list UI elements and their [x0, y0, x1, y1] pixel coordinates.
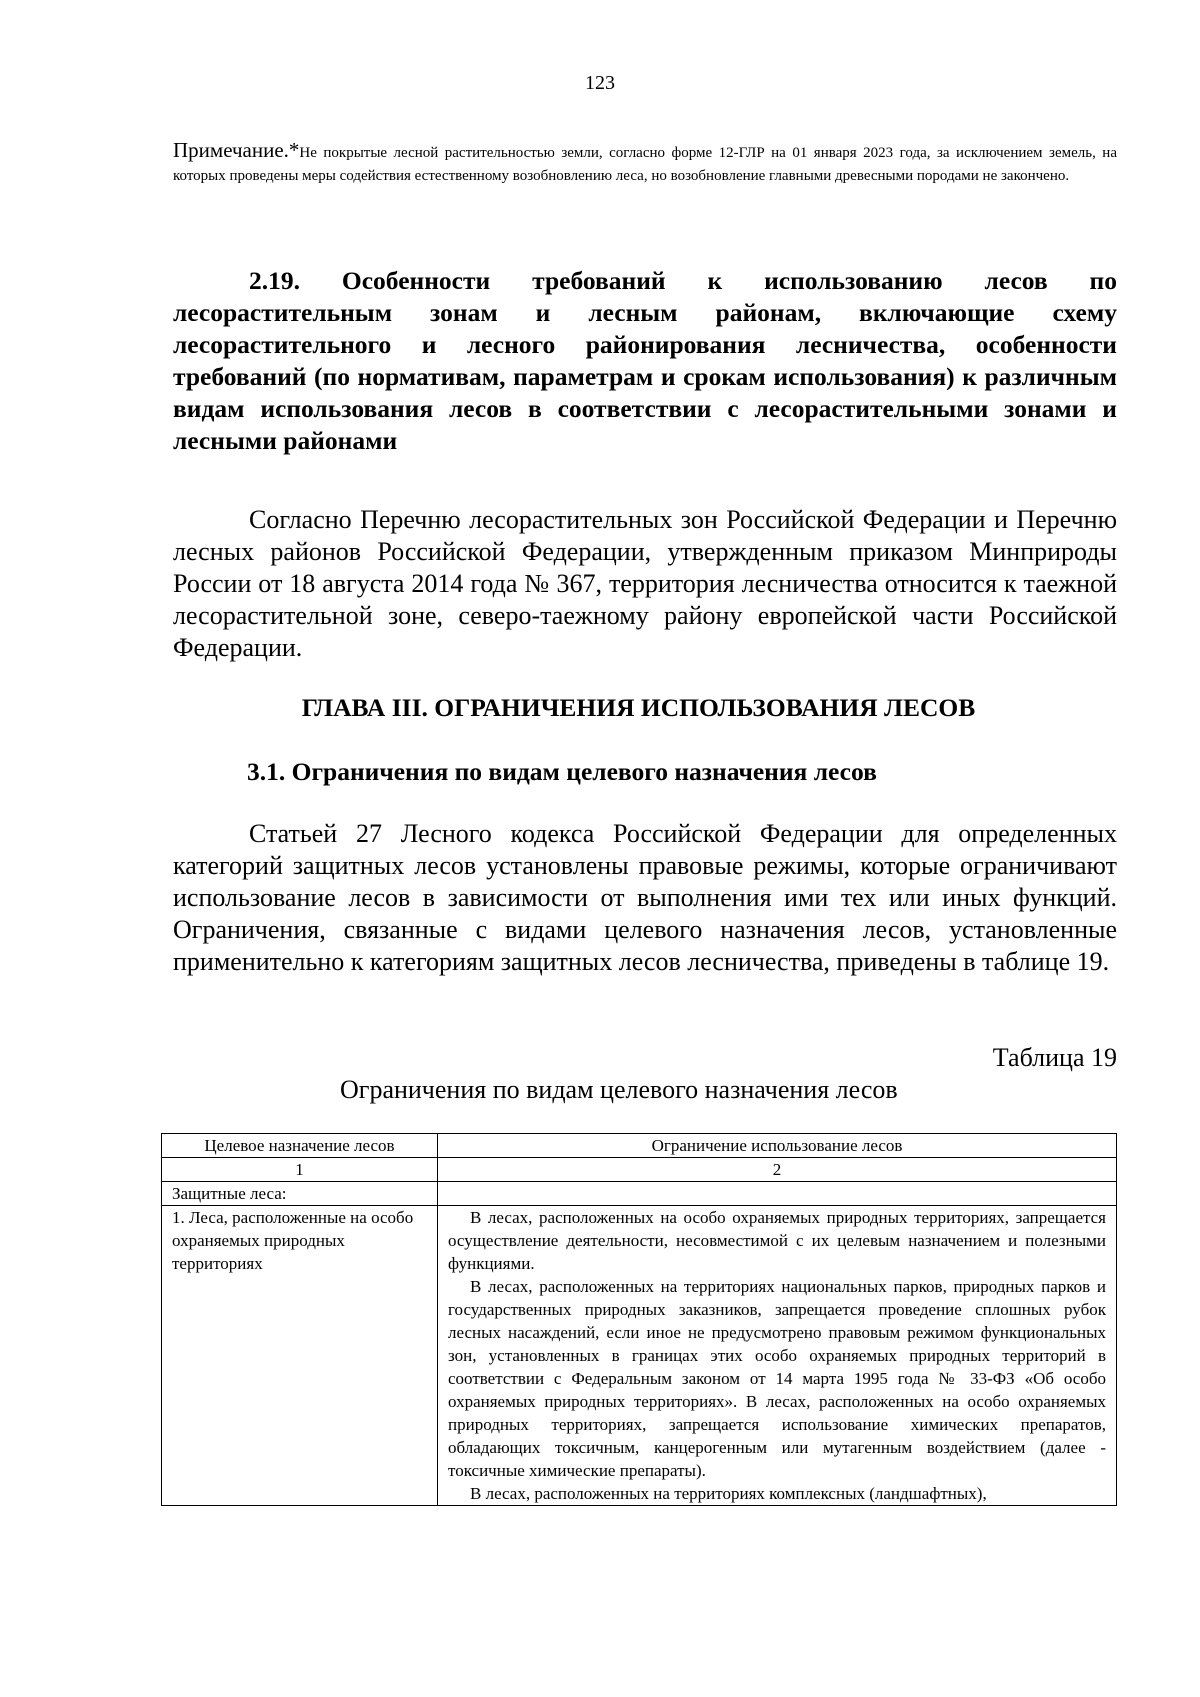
footnote — [173, 139, 1117, 188]
header-restriction: Ограничение использование лесов — [438, 1134, 1117, 1158]
row-restrictions — [438, 1206, 1117, 1506]
header-purpose: Целевое назначение лесов — [162, 1134, 438, 1158]
table-row — [162, 1206, 1117, 1506]
table-caption: Ограничения по видам целевого назначения лесов — [340, 1075, 898, 1104]
group-label: Защитные леса: — [162, 1182, 438, 1206]
table-column-numbers-row — [162, 1158, 1117, 1182]
footnote-text: Не покрытые лесной растительностью земли, согласно форме 12-ГЛР на 01 января 2023 года, за исключением земель, на которых проведены меры содействия естественному возобновлению леса, но возобновление главными древесными породами не закончено. — [173, 145, 1117, 184]
body-paragraph-2: Статьей 27 Лесного кодекса Российской Федерации для определенных категорий защитных лесов установлены правовые режимы, которые ограничивают использование лесов в зависимости от выполнения ими тех или иных функций. Ограничения, связанные с видами целевого назначения лесов, установленные применительно к категориям защитных лесов лесничества, приведены в таблице 19. — [173, 819, 1117, 976]
group-empty-cell — [438, 1182, 1117, 1206]
page-number: 123 — [585, 72, 615, 94]
restriction-paragraph: В лесах, расположенных на территориях национальных парков, природных парков и государственных природных заказников, запрещается проведение сплошных рубок лесных насаждений, если иное не предусмотрено правовым режимом функциональных зон, установленных в границах этих особо охраняемых природных территорий в соответствии с Федеральным законом от 14 марта 1995 года № 33-ФЗ «Об особо охраняемых природных территориях». В лесах, расположенных на особо охраняемых природных территориях, запрещается использование химических препаратов, обладающих токсичным, канцерогенным или мутагенным воздействием (далее - токсичные химические препараты). — [448, 1277, 1106, 1480]
restriction-paragraph: В лесах, расположенных на территориях комплексных (ландшафтных), — [470, 1484, 987, 1503]
column-number-2: 2 — [438, 1158, 1117, 1182]
chapter-title: ГЛАВА III. ОГРАНИЧЕНИЯ ИСПОЛЬЗОВАНИЯ ЛЕСОВ — [301, 693, 976, 722]
row-purpose: 1. Леса, расположенные на особо охраняемых природных территориях — [162, 1206, 438, 1506]
restrictions-table — [161, 1133, 1117, 1506]
column-number-1: 1 — [162, 1158, 438, 1182]
restriction-paragraph: В лесах, расположенных на особо охраняемых природных территориях, запрещается осуществление деятельности, несовместимой с их целевым назначением и полезными функциями. — [448, 1208, 1106, 1273]
footnote-label: Примечание.* — [173, 138, 300, 162]
subsection-title: 3.1. Ограничения по видам целевого назначения лесов — [247, 757, 877, 786]
table-group-row — [162, 1182, 1117, 1206]
table-header-row — [162, 1134, 1117, 1158]
body-paragraph-1: Согласно Перечню лесорастительных зон Российской Федерации и Перечню лесных районов Российской Федерации, утвержденным приказом Минприроды России от 18 августа 2014 года № 367, территория лесничества относится к таежной лесорастительной зоне, северо-таежному району европейской части Российской Федерации. — [173, 505, 1117, 662]
table-number-label: Таблица 19 — [992, 1043, 1117, 1072]
section-heading: 2.19. Особенности требований к использованию лесов по лесорастительным зонам и лесным районам, включающие схему лесорастительного и лесного районирования лесничества, особенности требований (по нормативам, параметрам и срокам использования) к различным видам использования лесов в соответствии с лесорастительными зонами и лесными районами — [173, 266, 1117, 455]
